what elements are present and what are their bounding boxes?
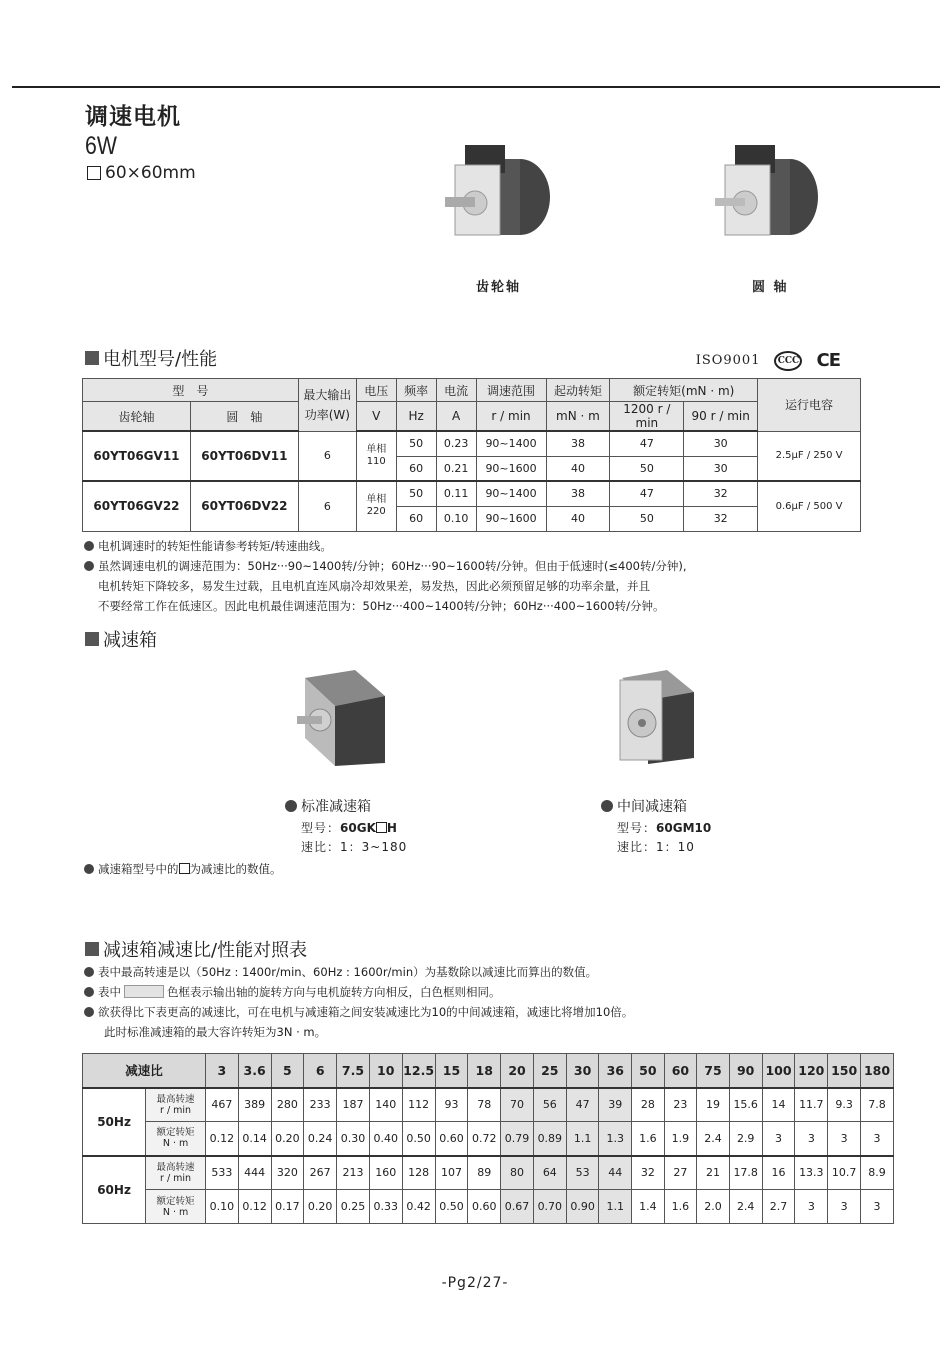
gearbox-note — [84, 859, 282, 879]
note-text: 为减速比的数值。 — [189, 862, 282, 876]
speed-value-cell: 80 — [501, 1156, 534, 1190]
ratio-value-cell: 30 — [566, 1054, 599, 1088]
standard-gearbox-image — [295, 668, 395, 768]
model-value: 60GK — [340, 821, 376, 835]
certifications — [696, 350, 840, 371]
cell-power: 6 — [298, 431, 356, 481]
torque-value-cell: 0.20 — [304, 1190, 337, 1224]
cell-current: 0.10 — [436, 506, 476, 531]
ccc-mark: CCC — [774, 351, 802, 371]
cell-current: 0.11 — [436, 481, 476, 506]
note-text: 表中最高转速是以（50Hz : 1400r/min、60Hz : 1600r/min）为基数除以减速比而算出的数值。 — [98, 965, 598, 979]
speed-value-cell: 213 — [337, 1156, 370, 1190]
note-text: 虽然调速电机的调速范围为：50Hz···90~1400转/分钟；60Hz···90~1600转/分钟。但由于低速时(≤400转/分钟), — [98, 559, 687, 573]
cell-start: 38 — [546, 431, 610, 456]
torque-value-cell: 0.25 — [337, 1190, 370, 1224]
cell-current: 0.23 — [436, 431, 476, 456]
note-text: 电机转矩下降较多，易发生过载，且电机直连风扇冷却效果差，易发热，因此必须预留足够的功率余量，并且 — [98, 579, 650, 593]
speed-value-cell: 23 — [664, 1088, 697, 1122]
th-power: 最大输出功率(W) — [298, 379, 356, 432]
speed-value-cell: 112 — [402, 1088, 435, 1122]
speed-value-cell: 53 — [566, 1156, 599, 1190]
standard-gearbox-info — [285, 796, 407, 857]
ratio-value-cell: 120 — [795, 1054, 828, 1088]
standard-gearbox-ratio-row — [301, 838, 407, 857]
shaded-swatch — [124, 985, 164, 998]
note-item — [84, 962, 904, 982]
torque-value-cell: 3 — [795, 1122, 828, 1156]
cell-voltage: 单相 110 — [356, 431, 396, 481]
torque-label-cell: 额定转矩 N · m — [146, 1122, 206, 1156]
intermediate-gearbox-ratio-row — [617, 838, 711, 857]
speed-value-cell: 44 — [599, 1156, 632, 1190]
note-text: 此时标准减速箱的最大容许转矩为3N · m。 — [104, 1025, 327, 1039]
speed-value-cell: 233 — [304, 1088, 337, 1122]
torque-value-cell: 0.10 — [205, 1190, 238, 1224]
freq-cell: 50Hz — [83, 1088, 146, 1156]
th-start-unit: mN · m — [546, 402, 610, 432]
ratio-value-cell: 50 — [632, 1054, 665, 1088]
bullet-icon — [84, 1007, 94, 1017]
note-text: 不要经常工作在低速区。因此电机最佳调速范围为：50Hz···400~1400转/分钟；60Hz···400~1600转/分钟。 — [98, 599, 665, 613]
speed-value-cell: 70 — [501, 1088, 534, 1122]
speed-value-cell: 267 — [304, 1156, 337, 1190]
ratio-value-cell: 3 — [205, 1054, 238, 1088]
speed-value-cell: 9.3 — [828, 1088, 861, 1122]
ratio-label: 速比： — [617, 840, 657, 854]
torque-value-cell: 2.9 — [729, 1122, 762, 1156]
intermediate-gearbox-image — [612, 668, 702, 768]
bullet-icon — [84, 987, 94, 997]
th-freq-unit: Hz — [396, 402, 436, 432]
bullet-icon — [84, 561, 94, 571]
note-text: 电机调速时的转矩性能请参考转矩/转速曲线。 — [98, 539, 332, 553]
th-range-unit: r / min — [476, 402, 546, 432]
ratio-value-cell: 36 — [599, 1054, 632, 1088]
ratio-value-cell: 5 — [271, 1054, 304, 1088]
cell-freq: 50 — [396, 431, 436, 456]
th-capacitor: 运行电容 — [758, 379, 861, 432]
th-rated-90: 90 r / min — [684, 402, 758, 432]
intermediate-gearbox-details — [601, 819, 711, 857]
speed-value-cell: 64 — [533, 1156, 566, 1190]
torque-value-cell: 0.12 — [205, 1122, 238, 1156]
ratio-value-cell: 12.5 — [402, 1054, 435, 1088]
speed-value-cell: 39 — [599, 1088, 632, 1122]
cell-rated-1200: 47 — [610, 481, 684, 506]
ratio-placeholder-icon — [376, 822, 387, 833]
speed-label-cell: 最高转速 r / min — [146, 1088, 206, 1122]
note-text: 欲获得比下表更高的减速比，可在电机与减速箱之间安装减速比为10的中间减速箱，减速比将增加10倍。 — [98, 1005, 634, 1019]
speed-value-cell: 389 — [238, 1088, 271, 1122]
cell-range: 90~1600 — [476, 506, 546, 531]
section-motor-spec — [85, 345, 217, 371]
bullet-icon — [84, 541, 94, 551]
torque-value-cell: 2.4 — [729, 1190, 762, 1224]
standard-gearbox-details — [285, 819, 407, 857]
th-rated-1200: 1200 r / min — [610, 402, 684, 432]
intermediate-gearbox-model-row — [617, 819, 711, 838]
section-ratio-table-title: 减速箱减速比/性能对照表 — [103, 940, 308, 961]
section-gearbox-title: 减速箱 — [103, 630, 157, 651]
torque-value-cell: 0.12 — [238, 1190, 271, 1224]
th-start: 起动转矩 — [546, 379, 610, 402]
speed-value-cell: 467 — [205, 1088, 238, 1122]
torque-value-cell: 0.79 — [501, 1122, 534, 1156]
speed-value-cell: 7.8 — [861, 1088, 894, 1122]
torque-value-cell: 0.90 — [566, 1190, 599, 1224]
torque-value-cell: 0.40 — [369, 1122, 402, 1156]
round-shaft-motor-image — [710, 145, 820, 245]
page-number: -Pg2/27- — [441, 1275, 509, 1291]
caption-round-shaft: 圆 轴 — [752, 280, 789, 295]
speed-value-cell: 21 — [697, 1156, 730, 1190]
standard-gearbox-model-row — [301, 819, 407, 838]
torque-value-cell: 0.33 — [369, 1190, 402, 1224]
speed-value-cell: 10.7 — [828, 1156, 861, 1190]
page-title: 调速电机 — [85, 104, 181, 130]
torque-label-cell: 额定转矩 N · m — [146, 1190, 206, 1224]
torque-value-cell: 2.0 — [697, 1190, 730, 1224]
note-item — [84, 556, 884, 576]
torque-value-cell: 1.1 — [599, 1190, 632, 1224]
cell-freq: 60 — [396, 456, 436, 481]
torque-value-cell: 0.20 — [271, 1122, 304, 1156]
ratio-value-cell: 150 — [828, 1054, 861, 1088]
speed-row — [83, 1088, 894, 1122]
cell-gear-model: 60YT06GV22 — [83, 481, 191, 531]
torque-value-cell: 1.9 — [664, 1122, 697, 1156]
speed-label-cell: 最高转速 r / min — [146, 1156, 206, 1190]
note-text: 减速箱型号中的 — [98, 862, 179, 876]
speed-value-cell: 14 — [762, 1088, 795, 1122]
ce-mark: CE — [816, 350, 840, 371]
section-marker-icon — [85, 632, 99, 646]
section-gearbox — [85, 626, 157, 652]
torque-value-cell: 3 — [828, 1190, 861, 1224]
ratio-value: 1：3~180 — [340, 840, 408, 854]
speed-value-cell: 89 — [468, 1156, 501, 1190]
speed-value-cell: 444 — [238, 1156, 271, 1190]
intermediate-gearbox-info — [601, 796, 711, 857]
torque-value-cell: 1.4 — [632, 1190, 665, 1224]
ratio-value-cell: 15 — [435, 1054, 468, 1088]
cell-rated-1200: 50 — [610, 506, 684, 531]
speed-value-cell: 533 — [205, 1156, 238, 1190]
note-text: 色框表示输出轴的旋转方向与电机旋转方向相反，白色框则相同。 — [167, 985, 501, 999]
cell-capacitor: 2.5μF / 250 V — [758, 431, 861, 481]
torque-value-cell: 1.6 — [632, 1122, 665, 1156]
torque-value-cell: 0.89 — [533, 1122, 566, 1156]
torque-value-cell: 3 — [795, 1190, 828, 1224]
torque-value-cell: 1.1 — [566, 1122, 599, 1156]
speed-value-cell: 187 — [337, 1088, 370, 1122]
torque-value-cell: 1.6 — [664, 1190, 697, 1224]
ratio-value-cell: 100 — [762, 1054, 795, 1088]
motor-notes — [84, 536, 884, 616]
cell-start: 38 — [546, 481, 610, 506]
intermediate-gearbox-name: 中间减速箱 — [617, 799, 687, 815]
ratio-value-cell: 90 — [729, 1054, 762, 1088]
cell-capacitor: 0.6μF / 500 V — [758, 481, 861, 531]
speed-value-cell: 140 — [369, 1088, 402, 1122]
note-text: 表中 — [98, 985, 121, 999]
standard-gearbox-name-row — [285, 796, 407, 816]
ratio-label: 速比： — [301, 840, 341, 854]
ratio-value-cell: 10 — [369, 1054, 402, 1088]
cell-gear-model: 60YT06GV11 — [83, 431, 191, 481]
square-icon — [87, 166, 101, 180]
torque-value-cell: 0.42 — [402, 1190, 435, 1224]
bullet-icon — [84, 864, 94, 874]
speed-value-cell: 93 — [435, 1088, 468, 1122]
speed-row — [83, 1156, 894, 1190]
torque-value-cell: 0.67 — [501, 1190, 534, 1224]
section-motor-spec-title: 电机型号/性能 — [103, 349, 218, 370]
speed-value-cell: 8.9 — [861, 1156, 894, 1190]
torque-row — [83, 1190, 894, 1224]
model-value: 60GM10 — [656, 821, 712, 835]
section-marker-icon — [85, 351, 99, 365]
torque-value-cell: 1.3 — [599, 1122, 632, 1156]
torque-value-cell: 3 — [861, 1122, 894, 1156]
ratio-value-cell: 25 — [533, 1054, 566, 1088]
th-volt: 电压 — [356, 379, 396, 402]
cell-freq: 60 — [396, 506, 436, 531]
ratio-value-cell: 20 — [501, 1054, 534, 1088]
torque-value-cell: 2.4 — [697, 1122, 730, 1156]
note-item — [84, 1002, 904, 1022]
th-round-shaft: 圆 轴 — [190, 402, 298, 432]
torque-value-cell: 3 — [762, 1122, 795, 1156]
speed-value-cell: 11.7 — [795, 1088, 828, 1122]
standard-gearbox-name: 标准减速箱 — [301, 799, 371, 815]
speed-value-cell: 19 — [697, 1088, 730, 1122]
cell-range: 90~1400 — [476, 481, 546, 506]
ratio-value-cell: 6 — [304, 1054, 337, 1088]
torque-value-cell: 2.7 — [762, 1190, 795, 1224]
cell-round-model: 60YT06DV11 — [190, 431, 298, 481]
torque-value-cell: 0.14 — [238, 1122, 271, 1156]
cell-round-model: 60YT06DV22 — [190, 481, 298, 531]
note-item — [84, 982, 904, 1002]
cell-rated-1200: 47 — [610, 431, 684, 456]
caption-gear-shaft: 齿轮轴 — [476, 280, 522, 295]
speed-value-cell: 107 — [435, 1156, 468, 1190]
ratio-placeholder-icon — [179, 863, 190, 874]
speed-value-cell: 47 — [566, 1088, 599, 1122]
th-current: 电流 — [436, 379, 476, 402]
th-range: 调速范围 — [476, 379, 546, 402]
model-suffix: H — [386, 821, 397, 835]
ratio-value-cell: 180 — [861, 1054, 894, 1088]
model-label: 型号： — [301, 821, 341, 835]
ratio-value-cell: 18 — [468, 1054, 501, 1088]
intermediate-gearbox-name-row — [601, 796, 711, 816]
freq-cell: 60Hz — [83, 1156, 146, 1224]
bullet-icon — [84, 967, 94, 977]
cell-voltage: 单相 220 — [356, 481, 396, 531]
torque-value-cell: 0.72 — [468, 1122, 501, 1156]
cell-current: 0.21 — [436, 456, 476, 481]
th-volt-unit: V — [356, 402, 396, 432]
cell-rated-90: 32 — [684, 506, 758, 531]
torque-value-cell: 0.30 — [337, 1122, 370, 1156]
frame-size-text: 60×60mm — [105, 163, 196, 183]
cell-rated-90: 30 — [684, 431, 758, 456]
th-model: 型 号 — [83, 379, 299, 402]
bullet-icon — [601, 800, 613, 812]
motor-spec-table — [82, 378, 861, 532]
ratio-value-cell: 60 — [664, 1054, 697, 1088]
ratio-header-row — [83, 1054, 894, 1088]
speed-value-cell: 17.8 — [729, 1156, 762, 1190]
section-ratio-table — [85, 936, 307, 962]
ratio-value: 1：10 — [656, 840, 695, 854]
th-gear-shaft: 齿轮轴 — [83, 402, 191, 432]
torque-value-cell: 0.60 — [468, 1190, 501, 1224]
model-label: 型号： — [617, 821, 657, 835]
torque-value-cell: 0.17 — [271, 1190, 304, 1224]
th-current-unit: A — [436, 402, 476, 432]
speed-value-cell: 280 — [271, 1088, 304, 1122]
bullet-icon — [285, 800, 297, 812]
th-rated: 额定转矩(mN · m) — [610, 379, 758, 402]
torque-value-cell: 0.60 — [435, 1122, 468, 1156]
ratio-value-cell: 7.5 — [337, 1054, 370, 1088]
speed-value-cell: 15.6 — [729, 1088, 762, 1122]
ratio-performance-table — [82, 1053, 894, 1224]
ratio-label-cell: 减速比 — [83, 1054, 206, 1088]
speed-value-cell: 27 — [664, 1156, 697, 1190]
top-rule — [12, 86, 940, 88]
note-item — [84, 536, 884, 556]
ratio-notes — [84, 962, 904, 1042]
torque-value-cell: 0.70 — [533, 1190, 566, 1224]
torque-value-cell: 0.50 — [435, 1190, 468, 1224]
cell-start: 40 — [546, 506, 610, 531]
speed-value-cell: 160 — [369, 1156, 402, 1190]
torque-value-cell: 3 — [828, 1122, 861, 1156]
cell-power: 6 — [298, 481, 356, 531]
gear-shaft-motor-image — [445, 145, 555, 245]
cell-start: 40 — [546, 456, 610, 481]
torque-row — [83, 1122, 894, 1156]
frame-size — [87, 163, 196, 183]
cell-rated-1200: 50 — [610, 456, 684, 481]
th-freq: 频率 — [396, 379, 436, 402]
speed-value-cell: 128 — [402, 1156, 435, 1190]
speed-value-cell: 320 — [271, 1156, 304, 1190]
torque-value-cell: 0.24 — [304, 1122, 337, 1156]
speed-value-cell: 32 — [632, 1156, 665, 1190]
section-marker-icon — [85, 942, 99, 956]
iso-mark: ISO9001 — [695, 353, 761, 368]
speed-value-cell: 16 — [762, 1156, 795, 1190]
speed-value-cell: 56 — [533, 1088, 566, 1122]
ratio-value-cell: 75 — [697, 1054, 730, 1088]
torque-value-cell: 0.50 — [402, 1122, 435, 1156]
speed-value-cell: 13.3 — [795, 1156, 828, 1190]
cell-rated-90: 30 — [684, 456, 758, 481]
speed-value-cell: 28 — [632, 1088, 665, 1122]
cell-range: 90~1600 — [476, 456, 546, 481]
cell-freq: 50 — [396, 481, 436, 506]
power-rating: 6W — [85, 132, 117, 160]
cell-range: 90~1400 — [476, 431, 546, 456]
cell-rated-90: 32 — [684, 481, 758, 506]
torque-value-cell: 3 — [861, 1190, 894, 1224]
ratio-value-cell: 3.6 — [238, 1054, 271, 1088]
speed-value-cell: 78 — [468, 1088, 501, 1122]
